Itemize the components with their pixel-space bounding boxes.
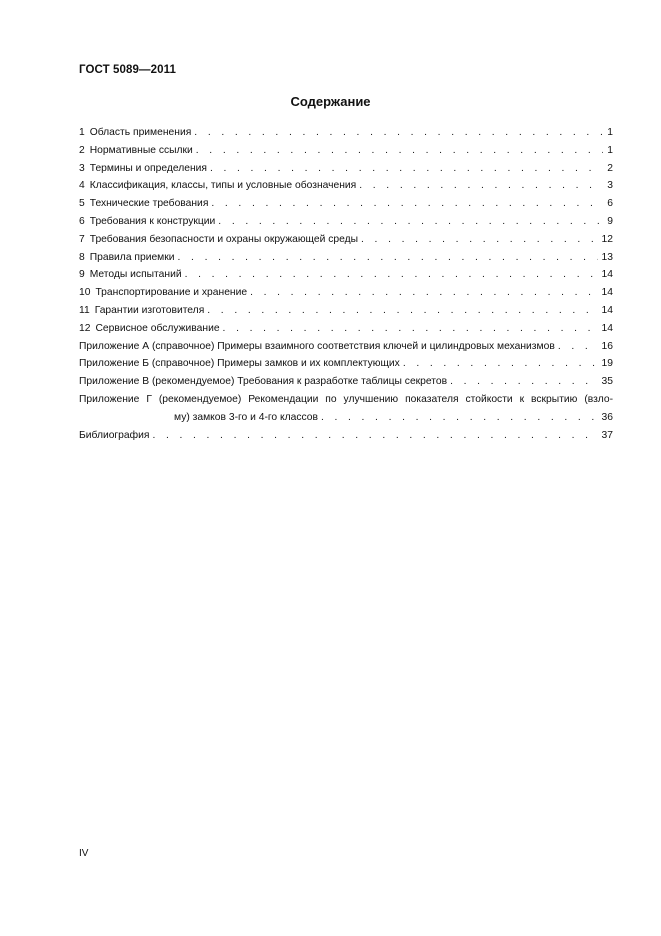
- toc-entry-page: 3: [607, 180, 613, 192]
- document-header: ГОСТ 5089—2011: [79, 64, 176, 76]
- toc-leader-dots: [191, 124, 603, 142]
- toc-entry-label: Методы испытаний: [89, 269, 182, 281]
- toc-entry-page: 35: [601, 376, 613, 388]
- toc-entry-page: 36: [601, 411, 613, 423]
- toc-entry-4[interactable]: [79, 177, 613, 195]
- toc-leader-dots: [193, 142, 603, 160]
- toc-entry-label: Приложение А (справочное) Примеры взаимного соответствия ключей и цилиндровых механизмов: [79, 340, 555, 352]
- toc-leader-dots: [182, 266, 598, 284]
- toc-entry-page: 1: [607, 144, 613, 156]
- toc-entry-label: Транспортирование и хранение: [95, 287, 248, 299]
- toc-entry-page: 1: [607, 127, 613, 138]
- toc-leader-dots: [207, 160, 603, 178]
- toc-entry-number: 11: [79, 304, 90, 316]
- toc-entry-label-line1: Приложение Г (рекомендуемое) Рекомендации по улучшению показателя стойкости к вскрытию (взло-: [79, 393, 613, 405]
- toc-entry-page: 6: [607, 198, 613, 210]
- toc-entry-annex-g[interactable]: [79, 391, 613, 427]
- toc-entry-number: 9: [79, 269, 85, 281]
- toc-leader-dots: [220, 320, 598, 338]
- table-of-contents: [79, 124, 613, 444]
- toc-entry-label: Область применения: [89, 127, 192, 138]
- toc-entry-number: 8: [79, 251, 85, 263]
- toc-entry-annex-a[interactable]: [79, 338, 613, 356]
- toc-leader-dots: [356, 177, 603, 195]
- toc-entry-page: 14: [601, 322, 613, 334]
- toc-entry-page: 12: [601, 233, 613, 245]
- toc-entry-5[interactable]: [79, 195, 613, 213]
- toc-entry-page: 14: [601, 287, 613, 299]
- toc-entry-number: 7: [79, 233, 85, 245]
- toc-entry-page: 9: [607, 215, 613, 227]
- toc-entry-page: 16: [601, 340, 613, 352]
- toc-entry-label: Приложение Б (справочное) Примеры замков и их комплектующих: [79, 358, 400, 370]
- toc-entry-page: 14: [601, 304, 613, 316]
- toc-entry-1[interactable]: [79, 124, 613, 142]
- toc-entry-3[interactable]: [79, 160, 613, 178]
- toc-leader-dots: [247, 284, 597, 302]
- toc-entry-label: Сервисное обслуживание: [95, 322, 220, 334]
- toc-entry-number: 12: [79, 322, 91, 334]
- toc-entry-label: Термины и определения: [89, 162, 207, 174]
- toc-entry-12[interactable]: [79, 320, 613, 338]
- toc-entry-number: 10: [79, 287, 91, 299]
- toc-entry-number: 3: [79, 162, 85, 174]
- toc-leader-dots: [400, 355, 598, 373]
- toc-leader-dots: [358, 231, 598, 249]
- toc-entry-annex-b[interactable]: [79, 355, 613, 373]
- toc-entry-annex-v[interactable]: [79, 373, 613, 391]
- toc-entry-10[interactable]: [79, 284, 613, 302]
- toc-leader-dots: [215, 213, 603, 231]
- toc-leader-dots: [555, 338, 598, 356]
- toc-leader-dots: [447, 373, 597, 391]
- toc-entry-number: 5: [79, 198, 85, 210]
- toc-entry-page: 37: [601, 429, 613, 441]
- toc-leader-dots: [175, 249, 598, 267]
- toc-entry-6[interactable]: [79, 213, 613, 231]
- toc-entry-label: Технические требования: [89, 198, 209, 210]
- toc-entry-number: 6: [79, 215, 85, 227]
- toc-entry-label: Гарантии изготовителя: [94, 304, 205, 316]
- toc-entry-11[interactable]: [79, 302, 613, 320]
- toc-entry-2[interactable]: [79, 142, 613, 160]
- toc-entry-page: 13: [601, 251, 613, 263]
- toc-entry-page: 19: [601, 358, 613, 370]
- toc-entry-label: Правила приемки: [89, 251, 175, 263]
- toc-entry-page: 14: [601, 269, 613, 281]
- page-number: IV: [79, 848, 89, 859]
- toc-entry-label: Требования к конструкции: [89, 215, 216, 227]
- toc-leader-dots: [204, 302, 597, 320]
- toc-entry-label: Классификация, классы, типы и условные обозначения: [89, 180, 357, 192]
- toc-entry-label: Библиография: [79, 429, 150, 441]
- toc-entry-label: Приложение В (рекомендуемое) Требования к разработке таблицы секретов: [79, 376, 448, 388]
- toc-entry-label: Нормативные ссылки: [89, 144, 193, 156]
- toc-entry-label: Требования безопасности и охраны окружающей среды: [89, 233, 359, 245]
- toc-title: Содержание: [290, 94, 371, 109]
- toc-leader-dots: [208, 195, 603, 213]
- toc-entry-number: 2: [79, 144, 85, 156]
- toc-entry-number: 4: [79, 180, 85, 192]
- toc-entry-page: 2: [607, 162, 613, 174]
- toc-entry-label-line2: му) замков 3-го и 4-го классов: [174, 411, 318, 423]
- toc-leader-dots: [149, 427, 597, 445]
- toc-entry-7[interactable]: [79, 231, 613, 249]
- toc-entry-9[interactable]: [79, 266, 613, 284]
- toc-leader-dots: [318, 409, 598, 427]
- toc-entry-bibliography[interactable]: [79, 427, 613, 445]
- toc-entry-number: 1: [79, 127, 85, 138]
- toc-entry-8[interactable]: [79, 249, 613, 267]
